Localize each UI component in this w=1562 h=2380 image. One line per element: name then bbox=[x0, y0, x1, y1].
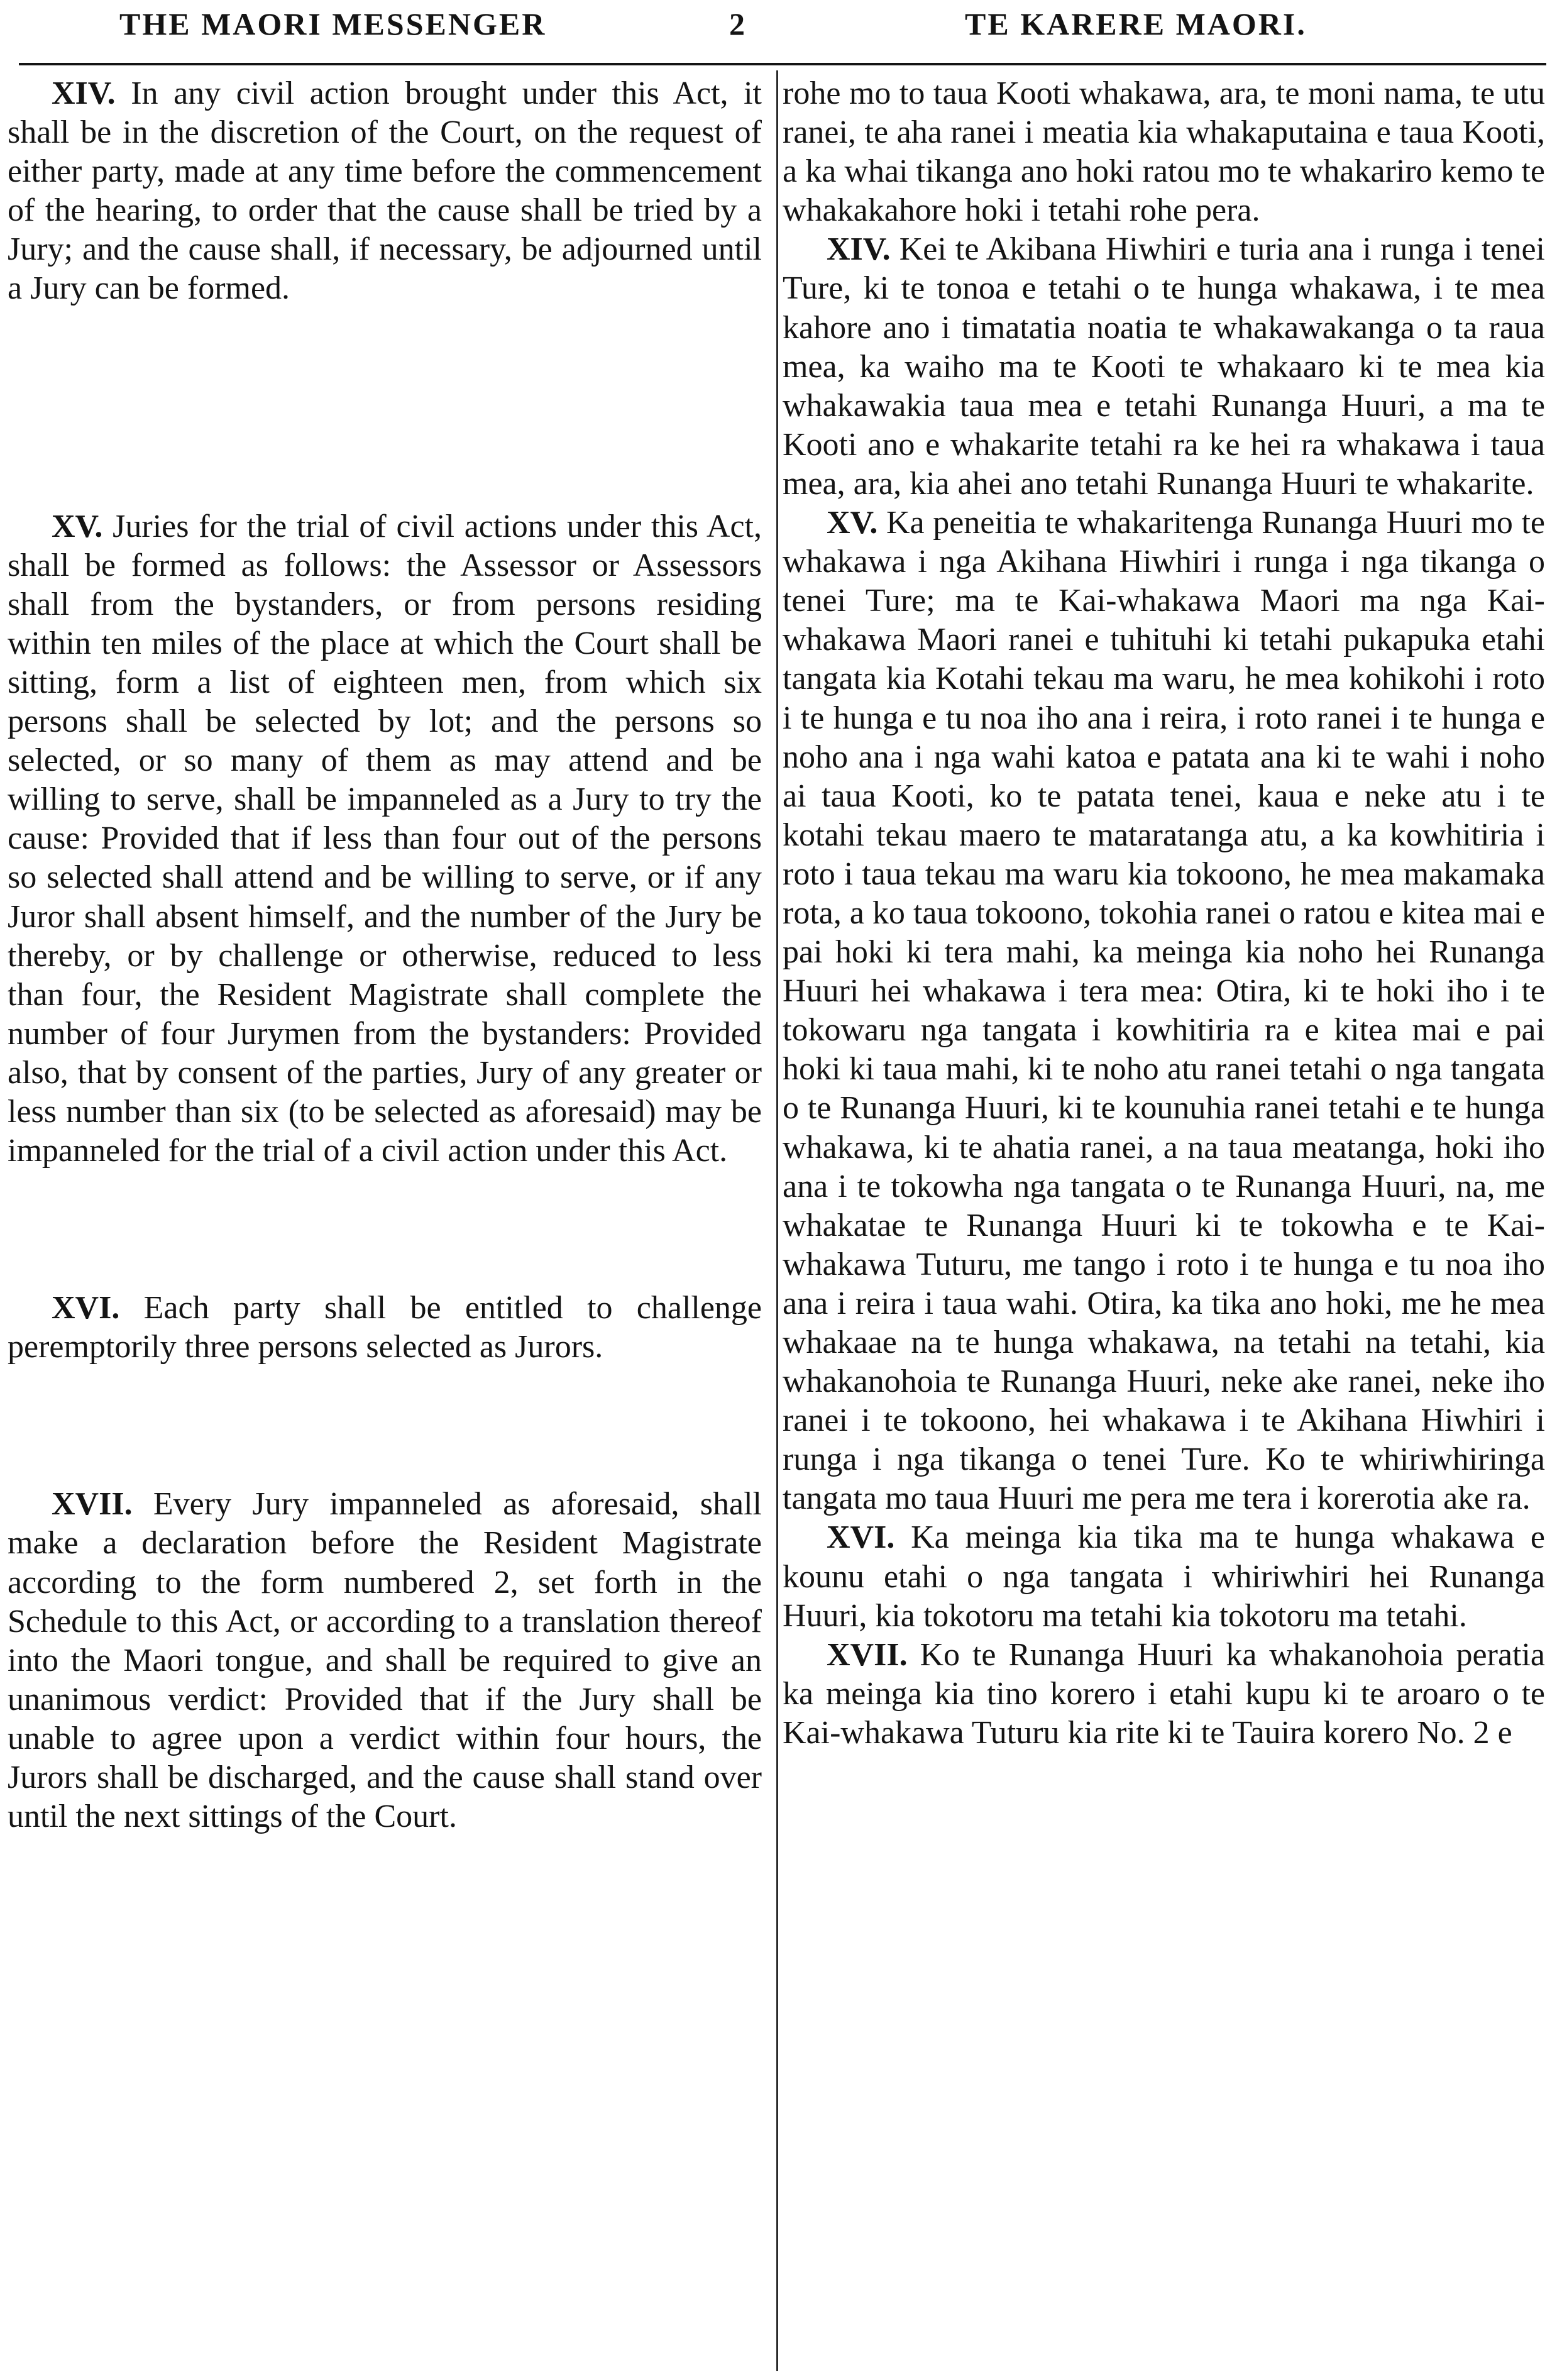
section-number: XV. bbox=[827, 505, 878, 541]
section-number: XVII. bbox=[827, 1636, 908, 1673]
english-column bbox=[8, 74, 762, 1836]
page-number: 2 bbox=[729, 6, 747, 41]
section-number: XIV. bbox=[827, 231, 891, 268]
english-section-xv bbox=[8, 507, 762, 1171]
maori-continuation: rohe mo to taua Kooti whakawa, ara, te moni nama, te utu ranei, te aha ranei i meatia kia whakaputaina e taua Kooti, a ka whai tikanga ano hoki ratou mo te whakariro kemo te whakakahore hoki i tetahi rohe pera. bbox=[783, 75, 1545, 229]
english-section-xvi bbox=[8, 1289, 762, 1367]
english-section-xiv bbox=[8, 74, 762, 309]
header-rule bbox=[19, 63, 1546, 65]
maori-section-xvi bbox=[783, 1518, 1545, 1635]
section-text: Kei te Akibana Hiwhiri e turia ana i runga i tenei Ture, ki te tonoa e tetahi o te hunga whakawa, i te mea kahore ano i timatatia noatia te whakawakanga o ta raua mea, ka waiho ma te Kooti te whakaaro ki te mea kia whakawakia taua mea e tetahi Runanga Huuri, a ma te Kooti ano e whakarite tetahi ra ke hei ra whakawa i taua mea, ara, kia ahei ano tetahi Runanga Huuri te whakarite. bbox=[783, 231, 1545, 502]
section-text: Ko te Runanga Huuri ka whakanohoia peratia ka meinga kia tino korero i etahi kupu ki te aroaro o te Kai-whakawa Tuturu kia rite ki te Tauira korero No. 2 e bbox=[783, 1636, 1546, 1751]
section-text: Every Jury impanneled as aforesaid, shall make a declaration before the Resident Magistrate according to the form numbered 2, set forth in the Schedule to this Act, or according to a translation thereof into the Maori tongue, and shall be required to give an unanimous verdict: Provided that if the Jury shall be unable to agree upon a verdict within four hours, the Jurors shall be discharged, and the cause shall stand over until the next sittings of the Court. bbox=[8, 1486, 762, 1835]
maori-masthead: TE KARERE MAORI. bbox=[965, 6, 1307, 41]
section-number: XVI. bbox=[827, 1519, 895, 1556]
section-text: In any civil action brought under this Act, it shall be in the discretion of the Court, on the request of either party, made at any time before the commencement of the hearing, to order that the cause shall be tried by a Jury; and the cause shall, if necessary, be adjourned until a Jury can be formed. bbox=[8, 75, 762, 307]
section-text: Ka peneitia te whakaritenga Runanga Huuri mo te whakawa i nga Akihana Hiwhiri i runga i nga tikanga o tenei Ture; ma te Kai-whakawa Maori ma nga Kai-whakawa Maori ranei e tuhituhi ki tetahi pukapuka etahi tangata kia Kotahi tekau ma waru, he mea kohikohi i roto i te hunga e tu noa iho ana i reira, i roto ranei i te hunga e noho ana i nga wahi katoa e patata ana ki te wahi i noho ai taua Kooti, ko te patata tenei, kaua e neke atu i te kotahi tekau maero te mataratanga atu, a ka kowhitiria i roto i taua tekau ma waru kia tokoono, he mea makamaka rota, a ko taua tokoono, tokohia ranei o ratou e kitea mai e pai hoki ki tera mahi, ka meinga kia noho hei Runanga Huuri hei whakawa i tera mea: Otira, ki te hoki iho i te tokowaru nga tangata i kowhitiria ra e kitea mai e pai hoki ki taua mahi, ki te noho atu ranei tetahi o nga tangata o te Runanga Huuri, ki te kounuhia ranei tetahi e te hunga whakawa, ki te ahatia ranei, a na taua meatanga, hoki iho ana i te tokowha nga tangata o te Runanga Huuri, na, me whakatae te Runanga Huuri ki te tokowha e te Kai-whakawa Tuturu, me tango i roto i te hunga e tu noa iho ana i reira i taua wahi. Otira, ka tika ano hoki, me he mea whakaae na te hunga whakawa, na tetahi na tetahi, kia whakanohoia te Runanga Huuri, neke ake ranei, neke iho ranei i te tokoono, hei whakawa i te Akihana Hiwhiri i runga i nga tikanga o tenei Ture. Ko te whiriwhiringa tangata mo taua Huuri me pera me tera i korerotia ake ra. bbox=[783, 505, 1545, 1517]
column-divider bbox=[776, 70, 778, 2371]
maori-section-xvii bbox=[783, 1636, 1545, 1753]
maori-section-xiv bbox=[783, 230, 1545, 504]
english-masthead: THE MAORI MESSENGER bbox=[119, 6, 547, 41]
section-number: XV. bbox=[52, 508, 103, 544]
section-number: XIV. bbox=[52, 75, 116, 111]
section-number: XVII. bbox=[52, 1486, 133, 1523]
section-text: Juries for the trial of civil actions under this Act, shall be formed as follows: the Assessor or Assessors shall from the bystanders, or from persons residing within ten miles of the place at which the Court shall be sitting, form a list of eighteen men, from which six persons shall be selected by lot; and the persons so selected, or so many of them as may attend and be willing to serve, shall be impanneled as a Jury to try the cause: Provided that if less than four out of the persons so selected shall attend and be willing to serve, or if any Juror shall absent himself, and the number of the Jury be thereby, or by challenge or otherwise, reduced to less than four, the Resident Magistrate shall complete the number of four Jurymen from the bystanders: Provided also, that by consent of the parties, Jury of any greater or less number than six (to be selected as aforesaid) may be impanneled for the trial of a civil action under this Act. bbox=[8, 508, 762, 1169]
page-header bbox=[0, 0, 1562, 65]
english-section-xvii bbox=[8, 1485, 762, 1836]
section-text: Each party shall be entitled to challenge peremptorily three persons selected as Jurors. bbox=[8, 1290, 762, 1365]
maori-column bbox=[783, 74, 1545, 1753]
maori-section-xv bbox=[783, 504, 1545, 1518]
section-text: Ka meinga kia tika ma te hunga whakawa e kounu etahi o nga tangata i whiriwhiri hei Runanga Huuri, kia tokotoru ma tetahi kia tokotoru ma tetahi. bbox=[783, 1519, 1546, 1634]
section-number: XVI. bbox=[52, 1290, 120, 1326]
